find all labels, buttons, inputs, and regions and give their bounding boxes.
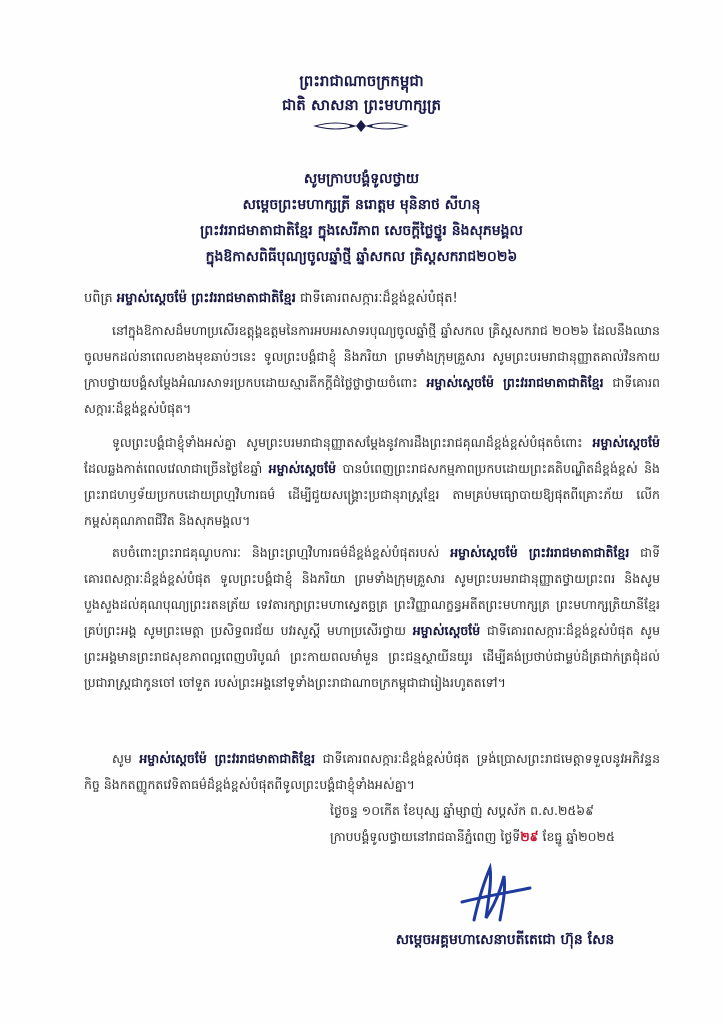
paragraph-3: តបចំពោះព្រះរាជគុណូបការៈ និងព្រះព្រហ្មវិហារធម៌ដ៏ខ្ពង់ខ្ពស់បំផុតរបស់ អម្ចាស់ស្ដេចម៉ែ ព្រះវររាជមាតាជាតិខ្មែរ ជាទីគោរពសក្ការៈដ៏ខ្ពង់ខ្ពស់បំផុត ទូលព្រះបង្គំជាខ្ញុំ និងភរិយា ព្រមទាំងក្រុមគ្រួសារ សូមព្រះបរមរាជានុញ្ញាតថ្វាយព្រះពរ និងសូមបួងសួងដល់គុណបុណ្យព្រះរតនត្រ័យ ទេវតារក្សាព្រះមហាស្វេតច្ឆត្រ ព្រះវិញ្ញាណក្ខន្ធអតីតព្រះមហាក្សត្រ ព្រះមហាក្សត្រិយានីខ្មែរគ្រប់ព្រះអង្គ សូមព្រះមេត្តា ប្រសិទ្ធពរជ័យ បវរសួស្តី មហាប្រសើរថ្វាយ អម្ចាស់ស្ដេចម៉ែ ជាទីគោរពសក្ការៈដ៏ខ្ពង់ខ្ពស់បំផុត សូមព្រះអង្គមានព្រះរាជសុខភាពល្អពេញបរិបូណ៌ ព្រះកាយពលមាំមួន ព្រះជន្មស្ថាយីនយូរ ដើម្បីគង់ប្រថាប់ជាម្លប់ដ៏ត្រជាក់ត្រជុំដល់ប្រជារាស្ត្រជាកូនចៅ ចៅទួត របស់ព្រះអង្គនៅទូទាំងព្រះរាជាណាចក្រកម្ពុជាជារៀងរហូតតទៅ។: [84, 545, 661, 690]
paragraph-2: ទូលព្រះបង្គំជាខ្ញុំទាំងអស់គ្នា សូមព្រះបរមរាជានុញ្ញាតសម្តែងនូវការដឹងព្រះរាជគុណដ៏ខ្ពង់ខ្ពស់បំផុតចំពោះ អម្ចាស់ស្ដេចម៉ែ ដែលឆ្លងកាត់ពេលវេលាជាច្រើនថ្ងៃខែឆ្នាំ អម្ចាស់ស្ដេចម៉ែ បានបំពេញព្រះរាជសកម្មភាពប្រកបដោយព្រះគតិបណ្ឌិតដ៏ខ្ពង់ខ្ពស់ និងព្រះរាជហឫទ័យប្រកបដោយព្រហ្មវិហារធម៌ ដើម្បីជួយសង្គ្រោះប្រជានុរាស្ត្រខ្មែរ តាមគ្រប់មធ្យោបាយឱ្យផុតពីគ្រោះភ័យ លើកកម្ពស់គុណភាពជីវិត និងសុភមង្គល។: [84, 435, 660, 528]
national-motto: ជាតិ សាសនា ព្រះមហាក្សត្រ: [282, 96, 441, 114]
paragraph-4: សូម អម្ចាស់ស្ដេចម៉ែ ព្រះវររាជមាតាជាតិខ្មែរ ជាទីគោរពសក្ការៈដ៏ខ្ពង់ខ្ពស់បំផុត ទ្រង់ប្រោសព្រះរាជមេត្តាទទួលនូវអភិវន្ទនកិច្ច និងកតញ្ញូកតវេទិតាធម៌ដ៏ខ្ពង់ខ្ពស់បំផុតពីទូលព្រះបង្គំជាខ្ញុំទាំងអស់គ្នា។: [84, 751, 661, 792]
kingdom-title: ព្រះរាជាណាចក្រកម្ពុជា: [299, 72, 424, 90]
ornament-divider-icon: [311, 118, 411, 134]
header-recipient: សម្តេចព្រះមហាក្សត្រី នរោត្តម មុនិនាថ សីហនុ: [242, 197, 481, 213]
lunar-date: ថ្ងៃចន្ទ ១០កើត ខែបុស្ស ឆ្នាំម្សាញ់ សប្តស័ក ព.ស.២៥៦៩: [330, 803, 594, 818]
paragraph-1: នៅក្នុងឱកាសដ៏មហាប្រសើរឧត្តុង្គឧត្តមនៃការអបអរសាទរបុណ្យចូលឆ្នាំថ្មី ឆ្នាំសកល គ្រិស្តសករាជ ២០២៦ ដែលនឹងឈានចូលមកដល់នាពេលខាងមុខឆាប់ៗនេះ ទូលព្រះបង្គំជាខ្ញុំ និងភរិយា ព្រមទាំងក្រុមគ្រួសារ សូមព្រះបរមរាជានុញ្ញាតគាល់វិនកាយក្រាបថ្វាយបង្គំសម្តែងអំណរសាទរប្រកបដោយស្មារតីកក្តីជំថ្លៃថ្លាថ្វាយចំពោះ អម្ចាស់ស្ដេចម៉ែ ព្រះវររាជមាតាជាតិខ្មែរ ជាទីគោរពសក្ការៈដ៏ខ្ពង់ខ្ពស់បំផុត។: [84, 323, 660, 416]
header-recipient-title: ព្រះវររាជមាតាជាតិខ្មែរ ក្នុងសេរីភាព សេចក្តីថ្លៃថ្នូរ និងសុភមង្គល: [200, 223, 523, 239]
signatory-name: សម្តេចអគ្គមហាសេនាបតីតេជោ ហ៊ុន សែន: [395, 932, 615, 948]
greeting: បពិត្រ អម្ចាស់ស្ដេចម៉ែ ព្រះវររាជមាតាជាតិខ្មែរ ជាទីគោរពសក្ការៈដ៏ខ្ពង់ខ្ពស់បំផុត!: [84, 291, 458, 306]
handwritten-day: ២៩: [520, 829, 539, 844]
place-date: ក្រាបបង្គំទូលថ្វាយនៅរាជធានីភ្នំពេញ ថ្ងៃទី២៩ ខែធ្នូ ឆ្នាំ២០២៥: [330, 829, 615, 844]
signature-icon: [456, 862, 536, 926]
header-occasion: ក្នុងឱកាសពិធីបុណ្យចូលឆ្នាំថ្មី ឆ្នាំសកល គ្រិស្តសករាជ២០២៦: [205, 249, 518, 265]
header-salutation: សូមក្រាបបង្គំទូលថ្វាយ: [303, 171, 420, 187]
